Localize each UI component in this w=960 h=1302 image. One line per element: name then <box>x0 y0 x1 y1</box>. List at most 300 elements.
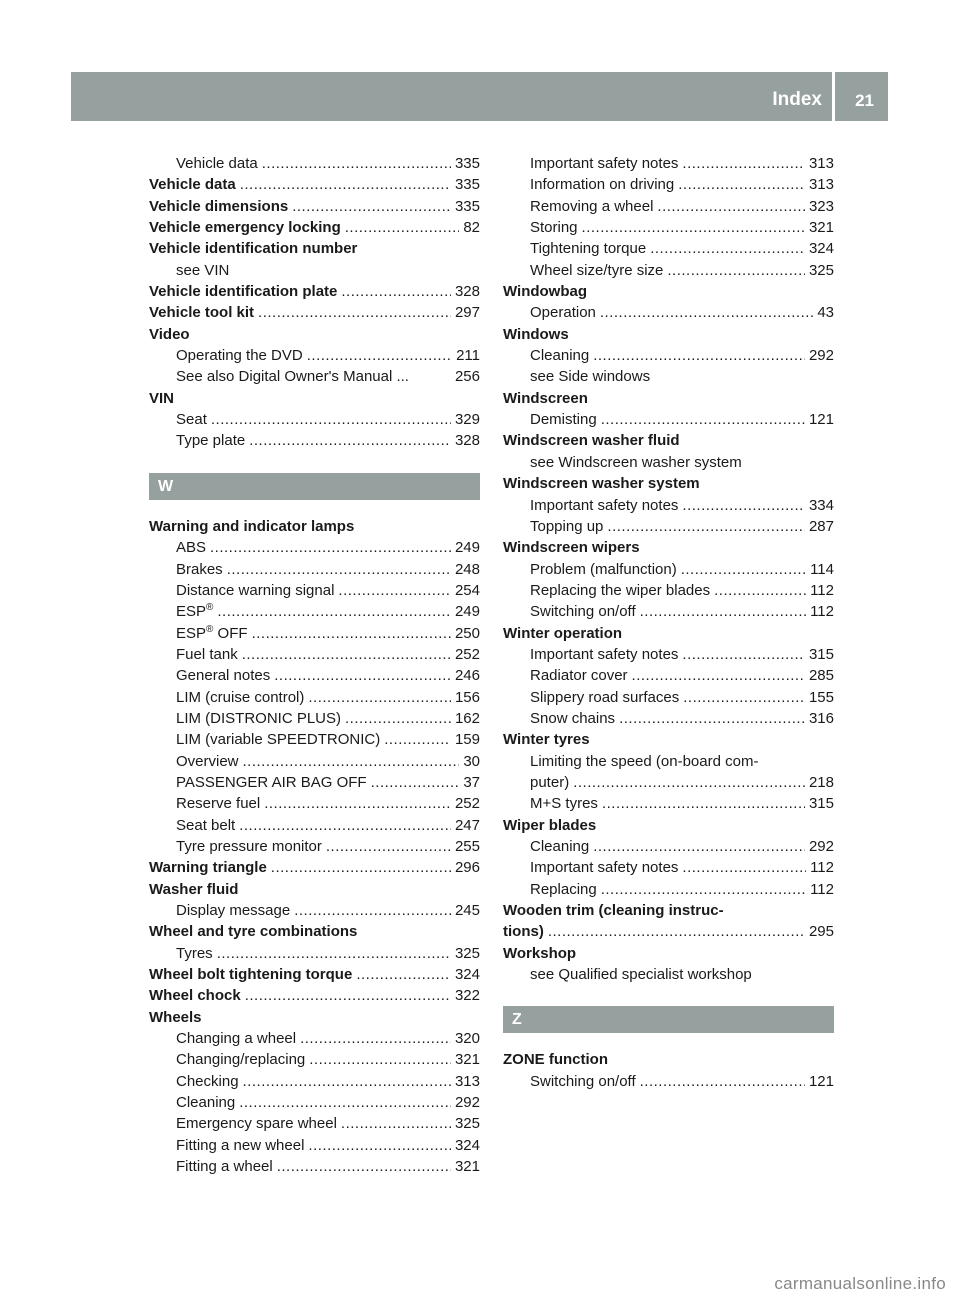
dot-leader <box>601 879 806 900</box>
dot-leader <box>262 153 451 174</box>
entry-page-number: 218 <box>808 773 834 791</box>
entry-label <box>503 921 544 942</box>
index-cross-reference: Limiting the speed (on-board com- <box>530 752 759 770</box>
index-entry <box>149 217 480 238</box>
entry-label <box>176 366 409 387</box>
entry-label <box>530 238 646 259</box>
entry-label <box>530 495 678 516</box>
index-entry <box>149 1049 480 1070</box>
index-entry <box>149 708 480 729</box>
dot-leader <box>548 921 805 942</box>
index-entry <box>503 238 834 259</box>
dot-leader <box>601 409 805 430</box>
entry-label <box>149 281 337 302</box>
index-entry <box>503 857 834 878</box>
dot-leader <box>681 559 806 580</box>
entry-label <box>176 665 270 686</box>
index-cross-reference: see VIN <box>176 261 230 279</box>
index-heading: Winter operation <box>503 624 623 642</box>
dot-leader <box>217 943 451 964</box>
entry-label-text: ESP <box>176 624 207 642</box>
entry-label <box>530 345 589 366</box>
entry-label-text: Replacing the wiper blades <box>530 581 711 599</box>
entry-label-text: LIM (variable SPEEDTRONIC) <box>176 731 381 749</box>
entry-label-text: ESP <box>176 603 207 621</box>
index-cross-reference: see Side windows <box>530 368 651 386</box>
entry-label <box>176 1028 296 1049</box>
dot-leader <box>292 196 451 217</box>
index-entry <box>503 1071 834 1092</box>
index-entry <box>149 687 480 708</box>
entry-page-number: 159 <box>454 731 480 749</box>
dot-leader <box>602 793 805 814</box>
dot-leader <box>240 174 451 195</box>
entry-label <box>530 196 653 217</box>
dot-leader <box>593 345 805 366</box>
entry-label <box>530 302 596 323</box>
entry-label-text: Fitting a new wheel <box>176 1136 305 1154</box>
entry-label-text: Tyres <box>176 944 213 962</box>
entry-label <box>530 836 589 857</box>
entry-page-number: 247 <box>454 816 480 834</box>
entry-page-number: 114 <box>810 560 834 578</box>
entry-page-number: 249 <box>454 539 480 557</box>
dot-leader <box>356 964 451 985</box>
watermark: carmanualsonline.info <box>774 1274 946 1293</box>
entry-label-text: Changing/replacing <box>176 1051 306 1069</box>
index-entry <box>503 153 834 174</box>
index-letter-heading: Z <box>503 1006 834 1033</box>
entry-page-number: 211 <box>456 347 480 365</box>
entry-label <box>530 879 597 900</box>
entry-label <box>176 1156 273 1177</box>
entry-label <box>149 217 341 238</box>
dot-leader <box>682 495 805 516</box>
entry-label <box>530 153 678 174</box>
index-heading: Workshop <box>503 944 577 962</box>
entry-label <box>176 1135 304 1156</box>
entry-label-text: Reserve fuel <box>176 795 261 813</box>
entry-label <box>176 153 258 174</box>
entry-page-number: 250 <box>454 624 480 642</box>
entry-label-text: Important safety notes <box>530 496 679 514</box>
entry-label-text: Brakes <box>176 560 223 578</box>
entry-label <box>176 900 290 921</box>
entry-label-text: Information on driving <box>530 176 675 194</box>
entry-label-text: Switching on/off <box>530 603 636 621</box>
entry-label-text: Cleaning <box>176 1094 236 1112</box>
entry-label-text: PASSENGER AIR BAG OFF <box>176 773 367 791</box>
entry-page-number: 43 <box>817 304 834 322</box>
entry-label <box>176 345 303 366</box>
entry-label-text: LIM (cruise control) <box>176 688 305 706</box>
entry-label-text: Vehicle data <box>176 155 258 172</box>
index-entry <box>149 729 480 750</box>
index-entry <box>149 815 480 836</box>
entry-label <box>176 601 213 622</box>
index-entry <box>149 559 480 580</box>
entry-page-number: 287 <box>808 517 834 535</box>
dot-leader <box>600 302 813 323</box>
dot-leader <box>619 708 805 729</box>
dot-leader <box>640 1071 805 1092</box>
index-entry <box>149 153 480 174</box>
entry-label <box>530 857 678 878</box>
index-entry <box>503 345 834 366</box>
index-entry <box>503 196 834 217</box>
entry-label <box>176 793 260 814</box>
index-entry <box>149 302 480 323</box>
index-entry <box>149 665 480 686</box>
entry-page-number: 335 <box>454 176 480 194</box>
index-entry <box>503 879 834 900</box>
entry-page-number: 112 <box>810 880 834 898</box>
entry-label-text: Tightening torque <box>530 240 647 258</box>
entry-page-number: 325 <box>808 261 834 279</box>
entry-label-text: Seat <box>176 411 207 429</box>
dot-leader <box>573 772 805 793</box>
entry-label-text: Storing <box>530 219 578 237</box>
dot-leader <box>683 687 805 708</box>
dot-leader <box>682 644 805 665</box>
entry-label <box>176 836 322 857</box>
entry-label-text: M+S tyres <box>530 795 598 813</box>
index-entry <box>149 537 480 558</box>
dot-leader <box>264 793 451 814</box>
index-entry <box>149 943 480 964</box>
entry-label-text: tions) <box>503 923 544 941</box>
entry-label-text: puter) <box>530 773 570 791</box>
dot-leader <box>217 601 451 622</box>
entry-page-number: 37 <box>463 773 480 791</box>
registered-mark: ® <box>206 602 214 614</box>
dot-leader <box>300 1028 451 1049</box>
entry-page-number: 156 <box>454 688 480 706</box>
index-entry <box>503 580 834 601</box>
entry-page-number: 30 <box>463 752 480 770</box>
index-entry <box>149 1135 480 1156</box>
index-entry <box>503 687 834 708</box>
entry-label <box>176 687 304 708</box>
entry-label-text: Wheel bolt tightening torque <box>149 966 353 984</box>
index-entry <box>149 580 480 601</box>
index-heading: Winter tyres <box>503 731 590 749</box>
entry-page-number: 256 <box>454 368 480 386</box>
index-entry <box>149 1028 480 1049</box>
entry-label-text: Switching on/off <box>530 1072 636 1090</box>
entry-label <box>176 623 248 644</box>
index-heading: Windscreen washer system <box>503 475 700 493</box>
dot-leader <box>239 815 451 836</box>
dot-leader <box>667 260 805 281</box>
entry-page-number: 335 <box>454 197 480 215</box>
entry-label-text: Removing a wheel <box>530 197 654 215</box>
entry-label <box>176 751 239 772</box>
index-heading: ZONE function <box>503 1051 608 1069</box>
dot-leader <box>593 836 805 857</box>
entry-label-text: Operating the DVD <box>176 347 303 365</box>
entry-label <box>530 665 628 686</box>
dot-leader <box>210 537 451 558</box>
dot-leader <box>341 1113 451 1134</box>
index-entry <box>149 1113 480 1134</box>
index-entry <box>149 345 480 366</box>
index-heading: Wheels <box>149 1008 202 1026</box>
entry-label-text: Demisting <box>530 411 597 429</box>
index-entry <box>503 409 834 430</box>
entry-label <box>176 409 207 430</box>
entry-page-number: 296 <box>454 859 480 877</box>
entry-label <box>176 537 206 558</box>
dot-leader <box>682 857 806 878</box>
dot-leader <box>294 900 451 921</box>
dot-leader <box>640 601 806 622</box>
entry-label <box>530 217 578 238</box>
entry-page-number: 292 <box>808 838 834 855</box>
entry-page-number: 112 <box>810 859 834 877</box>
entry-label-text: Problem (malfunction) <box>530 560 677 578</box>
index-heading: Wheel and tyre combinations <box>149 923 358 941</box>
entry-page-number: 324 <box>808 240 834 258</box>
entry-page-number: 324 <box>454 1136 480 1154</box>
entry-page-number: 295 <box>808 923 834 941</box>
entry-label <box>530 601 636 622</box>
entry-label <box>176 1092 235 1113</box>
dot-leader <box>307 345 452 366</box>
dot-leader <box>657 196 805 217</box>
entry-label-text: Type plate <box>176 432 246 450</box>
index-heading: VIN <box>149 389 175 407</box>
entry-label-text: Changing a wheel <box>176 1030 297 1048</box>
entry-label-text: Cleaning <box>530 347 590 365</box>
entry-label-suffix: OFF <box>213 624 248 642</box>
index-entry <box>503 217 834 238</box>
dot-leader <box>252 623 451 644</box>
index-entry <box>503 260 834 281</box>
index-entry <box>503 174 834 195</box>
entry-label-text: Checking <box>176 1072 239 1090</box>
dot-leader <box>326 836 451 857</box>
entry-label-text: Topping up <box>530 517 604 535</box>
entry-page-number: 315 <box>808 645 834 663</box>
entry-label <box>530 708 615 729</box>
entry-label <box>149 196 288 217</box>
index-entry <box>149 644 480 665</box>
entry-page-number: 285 <box>808 667 834 685</box>
entry-label <box>530 580 710 601</box>
index-entry <box>149 836 480 857</box>
dot-leader <box>341 281 451 302</box>
entry-page-number: 245 <box>454 902 480 919</box>
entry-page-number: 112 <box>810 603 834 621</box>
index-heading: Windscreen <box>503 389 588 407</box>
index-cross-reference: see Windscreen washer system <box>530 453 742 471</box>
dot-leader <box>371 772 460 793</box>
entry-page-number: 246 <box>454 667 480 685</box>
entry-label-text: Slippery road surfaces <box>530 688 680 706</box>
index-entry <box>503 601 834 622</box>
entry-page-number: 325 <box>454 944 480 962</box>
index-entry <box>503 302 834 323</box>
entry-label-text: Snow chains <box>530 709 616 727</box>
entry-page-number: 325 <box>454 1115 480 1133</box>
index-entry <box>149 196 480 217</box>
index-entry <box>503 665 834 686</box>
entry-label <box>149 302 254 323</box>
entry-label <box>530 516 603 537</box>
entry-label-text: Warning triangle <box>149 859 267 877</box>
entry-page-number: 324 <box>454 966 480 984</box>
index-entry <box>149 793 480 814</box>
index-entry <box>149 409 480 430</box>
entry-label-text: Tyre pressure monitor <box>176 837 322 855</box>
dot-leader <box>242 644 451 665</box>
dot-leader <box>632 665 805 686</box>
entry-page-number: 249 <box>454 603 480 621</box>
index-entry <box>503 516 834 537</box>
entry-page-number: 315 <box>808 795 834 813</box>
entry-label <box>149 985 241 1006</box>
dot-leader <box>682 153 805 174</box>
entry-page-number: 112 <box>810 581 834 599</box>
entry-label-text: Cleaning <box>530 838 590 855</box>
dot-leader <box>243 1071 451 1092</box>
index-entry <box>149 601 480 622</box>
entry-label-text: Overview <box>176 752 239 770</box>
dot-leader <box>271 857 451 878</box>
entry-label-text: ABS <box>176 539 207 557</box>
entry-page-number: 334 <box>808 496 834 514</box>
entry-label <box>176 1071 239 1092</box>
index-entry <box>503 921 834 942</box>
entry-label <box>530 559 677 580</box>
entry-label <box>176 644 238 665</box>
entry-label <box>530 1071 636 1092</box>
dot-leader <box>345 217 460 238</box>
index-entry <box>149 1071 480 1092</box>
index-entry <box>149 174 480 195</box>
index-column-left <box>149 153 480 1177</box>
entry-label-text: Radiator cover <box>530 667 628 685</box>
dot-leader <box>345 708 451 729</box>
entry-label <box>176 815 235 836</box>
entry-label <box>530 772 569 793</box>
entry-label-text: Emergency spare wheel <box>176 1115 337 1133</box>
entry-label <box>149 964 352 985</box>
dot-leader <box>582 217 805 238</box>
entry-page-number: 162 <box>454 709 480 727</box>
entry-label <box>149 857 267 878</box>
entry-page-number: 252 <box>454 795 480 813</box>
entry-label <box>149 174 236 195</box>
entry-page-number: 328 <box>454 432 480 450</box>
index-entry <box>149 964 480 985</box>
entry-page-number: 121 <box>808 411 834 429</box>
entry-label <box>530 260 663 281</box>
entry-label <box>176 943 213 964</box>
index-entry <box>149 857 480 878</box>
index-entry <box>503 559 834 580</box>
entry-page-number: 323 <box>808 197 834 215</box>
entry-label-text: Vehicle emergency locking <box>149 219 341 237</box>
entry-label-text: Important safety notes <box>530 645 679 663</box>
dot-leader <box>243 751 460 772</box>
entry-label <box>176 729 380 750</box>
entry-page-number: 320 <box>454 1030 480 1048</box>
index-entry <box>503 495 834 516</box>
entry-page-number: 329 <box>454 411 480 429</box>
entry-label-text: Replacing <box>530 880 597 898</box>
entry-label <box>530 793 598 814</box>
dot-leader <box>309 1049 451 1070</box>
dot-leader <box>308 1135 451 1156</box>
entry-label-text: Fuel tank <box>176 645 238 663</box>
dot-leader <box>249 430 451 451</box>
entry-page-number: 121 <box>808 1072 834 1090</box>
entry-label <box>176 559 223 580</box>
entry-label-text: General notes <box>176 667 271 685</box>
entry-label-text: Wheel size/tyre size <box>530 261 664 279</box>
entry-page-number: 321 <box>808 219 834 237</box>
entry-label-text: Vehicle identification plate <box>149 283 338 301</box>
index-entry <box>149 366 480 387</box>
section-title: Index <box>772 89 822 110</box>
dot-leader <box>211 409 451 430</box>
entry-label <box>530 687 679 708</box>
entry-page-number: 297 <box>454 304 480 322</box>
index-entry <box>149 985 480 1006</box>
entry-page-number: 292 <box>454 1094 480 1112</box>
entry-page-number: 321 <box>454 1158 480 1176</box>
dot-leader <box>650 238 805 259</box>
index-cross-reference: see Qualified specialist workshop <box>530 966 752 984</box>
entry-page-number: 313 <box>454 1072 480 1090</box>
index-heading: Windowbag <box>503 283 588 301</box>
entry-page-number: 328 <box>454 283 480 301</box>
entry-label-text: Vehicle data <box>149 176 236 194</box>
entry-label <box>530 644 678 665</box>
index-entry <box>503 708 834 729</box>
entry-label-text: Seat belt <box>176 816 236 834</box>
index-entry <box>503 644 834 665</box>
entry-page-number: 292 <box>808 347 834 365</box>
dot-leader <box>308 687 451 708</box>
entry-label <box>176 1049 305 1070</box>
entry-label-text: Fitting a wheel <box>176 1158 273 1176</box>
index-heading: Windows <box>503 325 569 343</box>
entry-label-text: Vehicle dimensions <box>149 197 289 215</box>
entry-label <box>530 409 597 430</box>
dot-leader <box>274 665 451 686</box>
dot-leader <box>277 1156 451 1177</box>
index-entry <box>149 772 480 793</box>
dot-leader <box>258 302 451 323</box>
dot-leader <box>245 985 451 1006</box>
entry-label <box>530 174 674 195</box>
header-divider <box>832 72 835 121</box>
index-entry <box>149 1092 480 1113</box>
entry-label-text: Display message <box>176 902 291 919</box>
entry-page-number: 155 <box>808 688 834 706</box>
entry-label-text: Operation <box>530 304 596 322</box>
entry-page-number: 82 <box>463 219 480 237</box>
entry-label <box>176 580 334 601</box>
page-number: 21 <box>855 91 874 110</box>
dot-leader <box>678 174 805 195</box>
entry-label-text: Vehicle tool kit <box>149 304 255 322</box>
index-heading: Washer fluid <box>149 880 239 898</box>
entry-label-text: LIM (DISTRONIC PLUS) <box>176 709 342 727</box>
